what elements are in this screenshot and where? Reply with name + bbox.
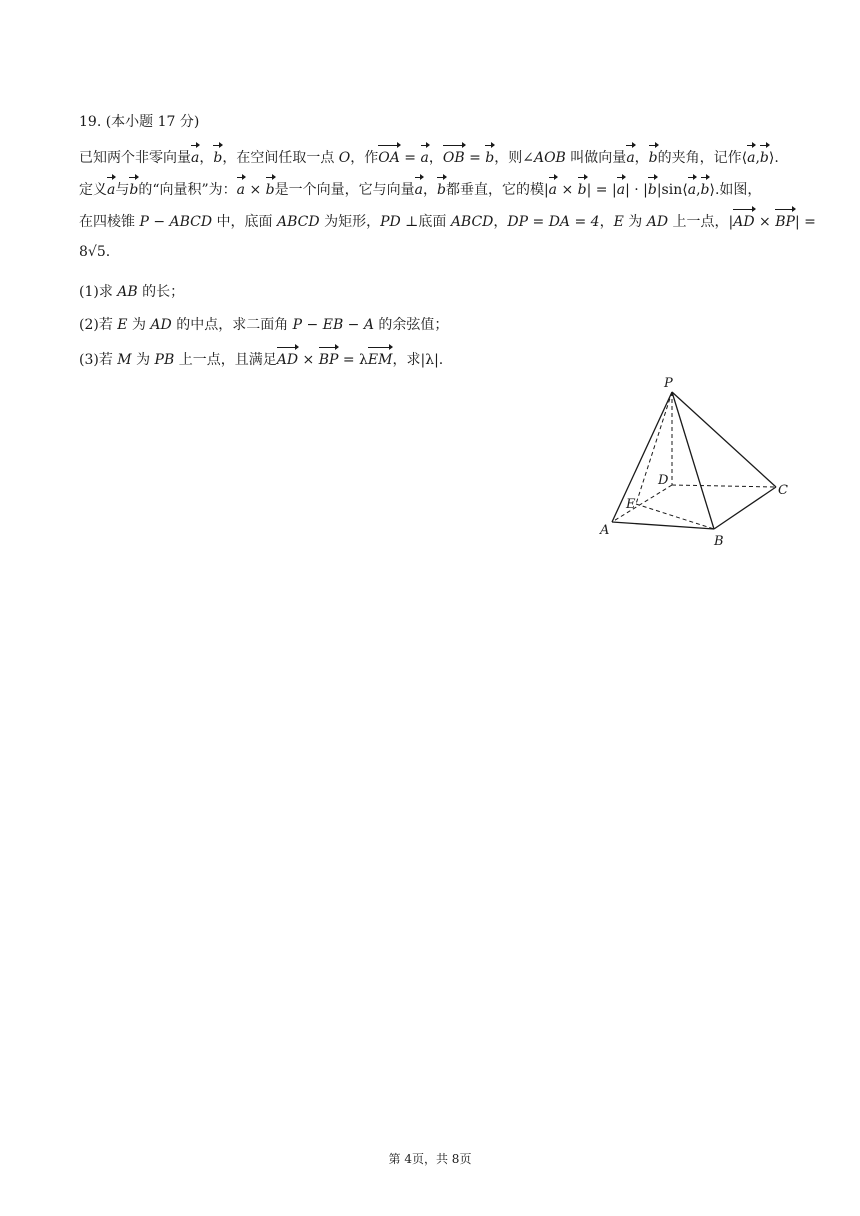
text: × [557,182,578,198]
text: ， [599,214,614,230]
edge-PC [672,392,776,487]
vector-OB: OB [443,143,465,171]
math-expr: P − ABCD [139,214,213,230]
vector-a: a [237,175,245,203]
text: ⟩.如图， [709,182,762,198]
page-footer: 第 4页，共 8页 [388,1152,472,1166]
text: ，在空间任取一点 [222,150,339,166]
text: 为 [131,352,155,368]
vector-AD: AD [733,207,754,235]
text: ， [634,150,649,166]
text: 上一点，| [668,214,734,230]
pyramid-diagram [594,372,794,552]
text: ⟩. [768,150,779,166]
part-1 [79,279,448,312]
math-expr: P − EB − A [292,317,374,333]
stem-line-4 [79,239,785,271]
vector-b: b [213,143,222,171]
label-P: P [664,376,673,391]
text: ，求|λ|. [392,352,444,368]
text: 叫做向量 [565,150,627,166]
text: × [754,214,776,230]
part-3 [79,345,448,378]
part-2 [79,312,448,345]
text: 已知两个非零向量 [79,150,191,166]
math-expr: PD [380,214,401,230]
math-O: O [338,150,351,166]
vector-a: a [747,143,755,171]
edge-AB [612,522,714,529]
vector-b: b [437,175,446,203]
text: × [245,182,266,198]
text: ，则∠ [494,150,534,166]
label-A: A [600,523,610,538]
text: 为 [623,214,647,230]
text: 是一个向量，它与向量 [274,182,415,198]
stem-line-2 [79,175,785,207]
text: |sin⟨ [656,182,688,198]
text: 8√5 [79,244,106,260]
text: 的长； [137,284,185,300]
vector-b: b [649,143,658,171]
pyramid-figure [594,372,794,552]
text: ， [199,150,214,166]
label-C: C [778,483,788,498]
question-stem [79,143,816,271]
math-AOB: AOB [533,150,566,166]
vector-b: b [485,143,494,171]
text: 定义 [79,182,107,198]
label-D: D [658,473,669,488]
edge-EB [636,504,714,529]
text: 与 [115,182,130,198]
text: ， [422,182,437,198]
vector-BP: BP [319,345,339,373]
vector-a: a [617,175,625,203]
vector-b: b [648,175,657,203]
edge-BC [714,487,776,529]
text: 的中点，求二面角 [171,317,293,333]
math-expr: AD [150,317,172,333]
edge-PB [672,392,714,529]
text: 都垂直，它的模| [445,182,549,198]
text: ， [428,150,443,166]
text: . [105,244,111,260]
text: 的夹角，记作⟨ [657,150,748,166]
vector-b: b [266,175,275,203]
text: (2)若 [79,317,118,333]
text: 的“向量积”为： [138,182,237,198]
vector-OA: OA [378,143,400,171]
label-B: B [714,534,724,549]
text: ⊥底面 [400,214,451,230]
label-E: E [626,497,636,512]
text: , [696,182,701,198]
vector-AD: AD [277,345,298,373]
math-expr: E [117,317,128,333]
vector-b: b [578,175,587,203]
math-expr: DP = DA = 4 [507,214,600,230]
text: 中，底面 [212,214,278,230]
vector-b: b [760,143,769,171]
vector-a: a [415,175,423,203]
math-expr: AD [646,214,669,230]
text: | · | [625,182,648,198]
text: ，作 [350,150,379,166]
text: (1)求 [79,284,118,300]
text: 的余弦值； [373,317,449,333]
text: | = [794,214,816,230]
question-parts [79,279,448,378]
math-expr: PB [154,352,175,368]
vector-BP: BP [775,207,795,235]
text: = [399,150,421,166]
text: 上一点，且满足 [174,352,277,368]
vector-a: a [688,175,696,203]
text: , [755,150,760,166]
vector-a: a [626,143,634,171]
vector-b: b [701,175,710,203]
text: = λ [338,352,368,368]
text: 在四棱锥 [79,214,140,230]
question-heading: 19. (本小题 17 分) [79,114,200,130]
vector-a: a [191,143,199,171]
math-expr: ABCD [277,214,320,230]
edge-DC [672,485,776,487]
edge-PA [612,392,672,522]
text: 为矩形， [319,214,381,230]
vector-b: b [129,175,138,203]
vector-a: a [421,143,429,171]
stem-line-3 [79,207,816,239]
math-expr: ABCD [450,214,494,230]
vector-a: a [549,175,557,203]
text: 为 [127,317,151,333]
text: ， [493,214,508,230]
stem-line-1 [79,143,785,175]
text: = [464,150,486,166]
text: | = | [586,182,617,198]
text: × [298,352,319,368]
math-expr: M [117,352,132,368]
math-expr: AB [117,284,138,300]
vector-EM: EM [368,345,393,373]
math-expr: E [613,214,624,230]
vector-a: a [107,175,115,203]
text: (3)若 [79,352,118,368]
